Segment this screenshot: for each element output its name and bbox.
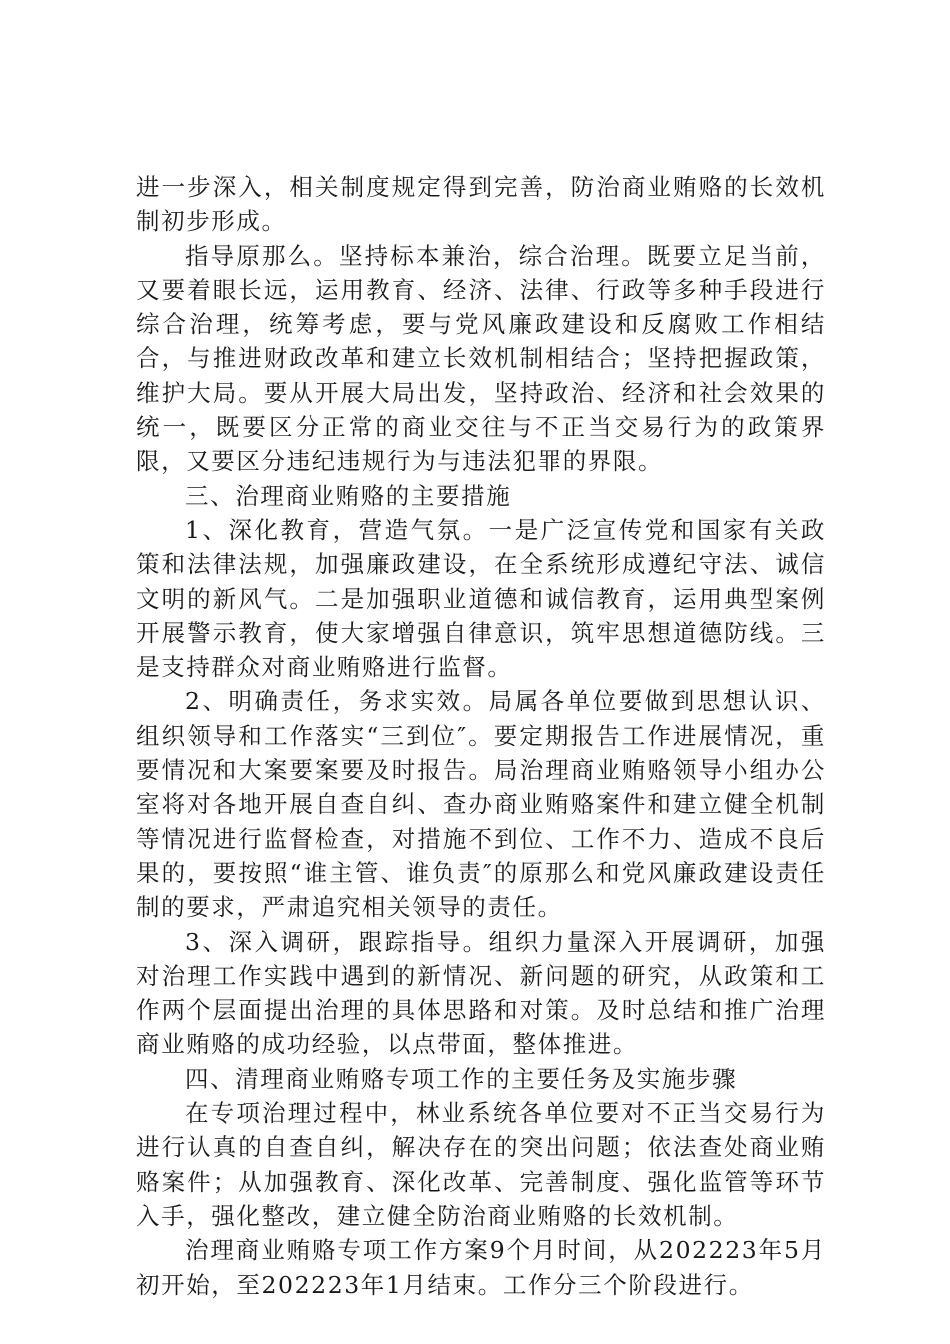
paragraph-measure-research: 3、深入调研，跟踪指导。组织力量深入开展调研，加强对治理工作实践中遇到的新情况、新问题的研究，从政策和工作两个层面提出治理的具体思路和对策。及时总结和推广治理商业贿赂的成功经验，以点带面，整体推进。 [136, 927, 826, 1059]
paragraph-measure-education: 1、深化教育，营造气氛。一是广泛宣传党和国家有关政策和法律法规，加强廉政建设，在全系统形成遵纪守法、诚信文明的新风气。二是加强职业道德和诚信教育，运用典型案例开展警示教育，使大家增强自律意识，筑牢思想道德防线。三是支持群众对商业贿赂进行监督。 [136, 515, 826, 682]
paragraph-special-governance: 在专项治理过程中，林业系统各单位要对不正当交易行为进行认真的自查自纠，解决存在的突出问题；依法查处商业贿赂案件；从加强教育、深化改革、完善制度、强化监管等环节入手，强化整改，建立健全防治商业贿赂的长效机制。 [136, 1099, 826, 1230]
section-heading-main-measures: 三、治理商业贿赂的主要措施 [185, 481, 512, 510]
paragraph-measure-responsibility: 2、明确责任，务求实效。局属各单位要做到思想认识、组织领导和工作落实“三到位″。要定期报告工作进展情况，重要情况和大案要案要及时报告。局治理商业贿赂领导小组办公室将对各地开展自查自纠、查办商业贿赂案件和建立健全机制等情况进行监督检查，对措施不到位、工作不力、造成不良后果的，要按照“谁主管、谁负责″的原那么和党风廉政建设责任制的要求，严肃追究相关领导的责任。 [136, 687, 826, 922]
document-body [136, 170, 826, 1302]
paragraph-guiding-principles: 指导原那么。坚持标本兼治，综合治理。既要立足当前，又要着眼长远，运用教育、经济、法律、行政等多种手段进行综合治理，统筹考虑，要与党风廉政建设和反腐败工作相结合，与推进财政改革和建立长效机制相结合；坚持把握政策，维护大局。要从开展大局出发，坚持政治、经济和社会效果的统一，既要区分正常的商业交往与不正当交易行为的政策界限，又要区分违纪违规行为与违法犯罪的界限。 [136, 241, 826, 476]
paragraph-timeline: 治理商业贿赂专项工作方案9个月时间，从202223年5月初开始，至202223年1月结束。工作分三个阶段进行。 [136, 1236, 826, 1299]
section-heading-main-tasks: 四、清理商业贿赂专项工作的主要任务及实施步骤 [185, 1064, 738, 1093]
paragraph-continuation: 进一步深入，相关制度规定得到完善，防治商业贿赂的长效机制初步形成。 [136, 173, 826, 236]
